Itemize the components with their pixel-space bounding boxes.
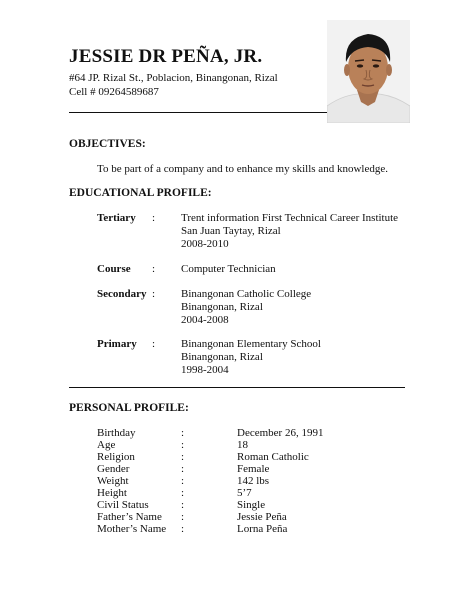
personal-heading: PERSONAL PROFILE: <box>69 402 189 414</box>
section-divider <box>69 387 405 388</box>
personal-value-civil-status: Single <box>237 499 266 511</box>
personal-value-mothers-name: Lorna Peña <box>237 523 288 535</box>
personal-label-birthday: Birthday <box>97 427 136 439</box>
colon-separator: : <box>181 475 185 487</box>
personal-label-fathers-name: Father’s Name <box>97 511 162 523</box>
personal-label-gender: Gender <box>97 463 130 475</box>
primary-years: 1998-2004 <box>181 364 229 376</box>
primary-school: Binangonan Elementary School <box>181 338 321 350</box>
colon-separator: : <box>152 263 156 275</box>
colon-separator: : <box>181 451 185 463</box>
personal-value-birthday: December 26, 1991 <box>237 427 324 439</box>
personal-label-age: Age <box>97 439 116 451</box>
tertiary-years: 2008-2010 <box>181 238 229 250</box>
colon-separator: : <box>181 427 185 439</box>
personal-value-fathers-name: Jessie Peña <box>237 511 287 523</box>
address: #64 JP. Rizal St., Poblacion, Binangonan, Rizal <box>69 72 278 84</box>
resume-name: JESSIE DR PEÑA, JR. <box>69 46 263 67</box>
secondary-school: Binangonan Catholic College <box>181 288 312 300</box>
education-label-primary: Primary <box>97 338 137 350</box>
education-label-tertiary: Tertiary <box>97 212 136 224</box>
personal-label-religion: Religion <box>97 451 135 463</box>
personal-label-civil-status: Civil Status <box>97 499 149 511</box>
colon-separator: : <box>152 288 156 300</box>
personal-label-weight: Weight <box>97 475 129 487</box>
header-rule <box>69 112 327 113</box>
colon-separator: : <box>181 499 185 511</box>
personal-value-weight: 142 lbs <box>237 475 270 487</box>
education-label-course: Course <box>97 263 131 275</box>
tertiary-school: Trent information First Technical Career Institute <box>181 212 399 224</box>
personal-value-religion: Roman Catholic <box>237 451 309 463</box>
personal-value-height: 5’7 <box>237 487 252 499</box>
secondary-years: 2004-2008 <box>181 314 229 326</box>
personal-value-gender: Female <box>237 463 270 475</box>
education-heading: EDUCATIONAL PROFILE: <box>69 187 212 199</box>
colon-separator: : <box>181 463 185 475</box>
cell-number: Cell # 09264589687 <box>69 86 159 98</box>
colon-separator: : <box>181 487 185 499</box>
course-value: Computer Technician <box>181 263 276 275</box>
profile-photo <box>327 20 410 123</box>
colon-separator: : <box>181 511 185 523</box>
objectives-heading: OBJECTIVES: <box>69 138 146 150</box>
objectives-text: To be part of a company and to enhance my skills and knowledge. <box>97 163 388 175</box>
colon-separator: : <box>181 523 185 535</box>
secondary-location: Binangonan, Rizal <box>181 301 263 313</box>
colon-separator: : <box>181 439 185 451</box>
personal-value-age: 18 <box>237 439 248 451</box>
colon-separator: : <box>152 338 156 350</box>
primary-location: Binangonan, Rizal <box>181 351 263 363</box>
personal-label-mothers-name: Mother’s Name <box>97 523 167 535</box>
colon-separator: : <box>152 212 156 224</box>
education-label-secondary: Secondary <box>97 288 147 300</box>
tertiary-location: San Juan Taytay, Rizal <box>181 225 281 237</box>
personal-label-height: Height <box>97 487 127 499</box>
